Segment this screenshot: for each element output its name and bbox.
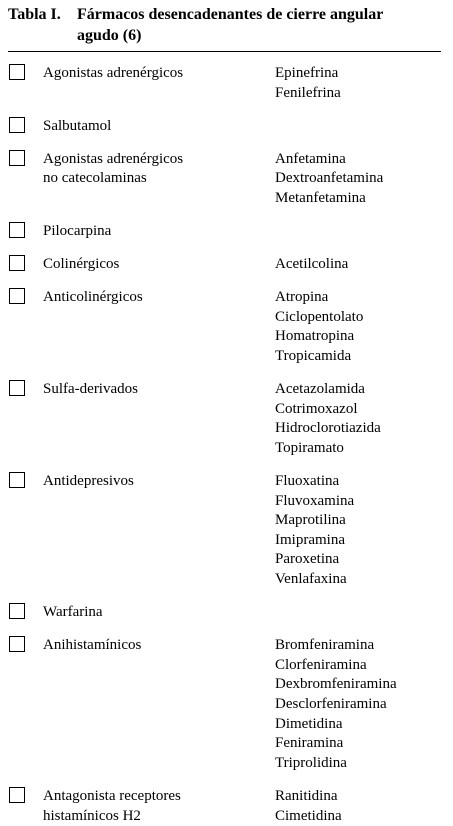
table-title-line-1: Fármacos desencadenantes de cierre angular bbox=[77, 6, 384, 23]
drug-item: Fluvoxamina bbox=[275, 492, 355, 509]
category-line: Warfarina bbox=[43, 604, 103, 621]
table-title bbox=[8, 4, 448, 46]
category-line: Salbutamol bbox=[43, 117, 112, 134]
category-line: no catecolaminas bbox=[43, 170, 147, 187]
checkbox[interactable] bbox=[9, 150, 25, 166]
drug-item: Acetilcolina bbox=[275, 256, 349, 273]
category-line: Anihistamínicos bbox=[43, 637, 142, 654]
checkbox[interactable] bbox=[9, 117, 25, 133]
drug-item: Cotrimoxazol bbox=[275, 400, 358, 417]
drug-item: Clorfeniramina bbox=[275, 656, 367, 673]
drug-item: Homatropina bbox=[275, 328, 355, 345]
drug-item: Tropicamida bbox=[275, 348, 352, 365]
drug-item: Paroxetina bbox=[275, 551, 340, 568]
category-line: Anticolinérgicos bbox=[43, 289, 143, 306]
drug-item: Metanfetamina bbox=[275, 189, 366, 206]
checkbox[interactable] bbox=[9, 64, 25, 80]
checkbox[interactable] bbox=[9, 603, 25, 619]
category-line: Agonistas adrenérgicos bbox=[43, 150, 184, 167]
category-line: histamínicos H2 bbox=[43, 807, 141, 824]
drug-item: Feniramina bbox=[275, 735, 344, 752]
drug-list bbox=[275, 787, 450, 826]
category-label bbox=[43, 64, 263, 84]
drug-item: Venlafaxina bbox=[275, 571, 347, 588]
drug-list bbox=[275, 64, 450, 103]
drug-item: Fluoxatina bbox=[275, 473, 340, 490]
drug-item: Maprotilina bbox=[275, 512, 346, 529]
checkbox[interactable] bbox=[9, 288, 25, 304]
drug-list bbox=[275, 288, 450, 366]
checkbox[interactable] bbox=[9, 255, 25, 271]
category-line: Pilocarpina bbox=[43, 223, 112, 240]
drug-item: Imipramina bbox=[275, 531, 345, 548]
category-label bbox=[43, 117, 263, 137]
category-label bbox=[43, 288, 263, 308]
drug-list bbox=[275, 472, 450, 590]
checkbox[interactable] bbox=[9, 380, 25, 396]
category-label bbox=[43, 636, 263, 656]
drug-item: Dexbromfeniramina bbox=[275, 676, 397, 693]
category-label bbox=[43, 380, 263, 400]
checkbox[interactable] bbox=[9, 787, 25, 803]
category-line: Agonistas adrenérgicos bbox=[43, 65, 184, 81]
drug-item: Topiramato bbox=[275, 439, 344, 456]
drug-item: Cimetidina bbox=[275, 807, 342, 824]
checkbox[interactable] bbox=[9, 472, 25, 488]
drug-list bbox=[275, 636, 450, 773]
category-label bbox=[43, 603, 263, 623]
checkbox[interactable] bbox=[9, 636, 25, 652]
drug-item: Anfetamina bbox=[275, 150, 346, 167]
table-title-line-2: agudo (6) bbox=[77, 27, 142, 44]
category-label bbox=[43, 255, 263, 275]
drug-item: Atropina bbox=[275, 289, 329, 306]
drug-list bbox=[275, 380, 450, 458]
drug-item: Epinefrina bbox=[275, 65, 339, 81]
header-divider bbox=[8, 51, 441, 52]
drug-item: Dextroanfetamina bbox=[275, 170, 384, 187]
category-label bbox=[43, 472, 263, 492]
checkbox[interactable] bbox=[9, 222, 25, 238]
category-label bbox=[43, 222, 263, 242]
category-label bbox=[43, 787, 263, 826]
drug-item: Bromfeniramina bbox=[275, 637, 375, 654]
drug-item: Hidroclorotiazida bbox=[275, 420, 381, 437]
drug-item: Fenilefrina bbox=[275, 84, 341, 101]
category-line: Antidepresivos bbox=[43, 473, 134, 490]
drug-item: Ranitidina bbox=[275, 788, 338, 804]
table-label: Tabla I. bbox=[8, 6, 61, 23]
category-line: Antagonista receptores bbox=[43, 788, 181, 804]
drug-item: Triprolidina bbox=[275, 754, 347, 771]
drug-list bbox=[275, 255, 450, 275]
drug-item: Acetazolamida bbox=[275, 381, 365, 398]
drug-item: Desclorfeniramina bbox=[275, 696, 387, 713]
drug-item: Dimetidina bbox=[275, 715, 343, 732]
category-line: Sulfa-derivados bbox=[43, 381, 138, 398]
drug-list bbox=[275, 150, 450, 209]
category-label bbox=[43, 150, 263, 189]
category-line: Colinérgicos bbox=[43, 256, 120, 273]
drug-item: Ciclopentolato bbox=[275, 308, 364, 325]
